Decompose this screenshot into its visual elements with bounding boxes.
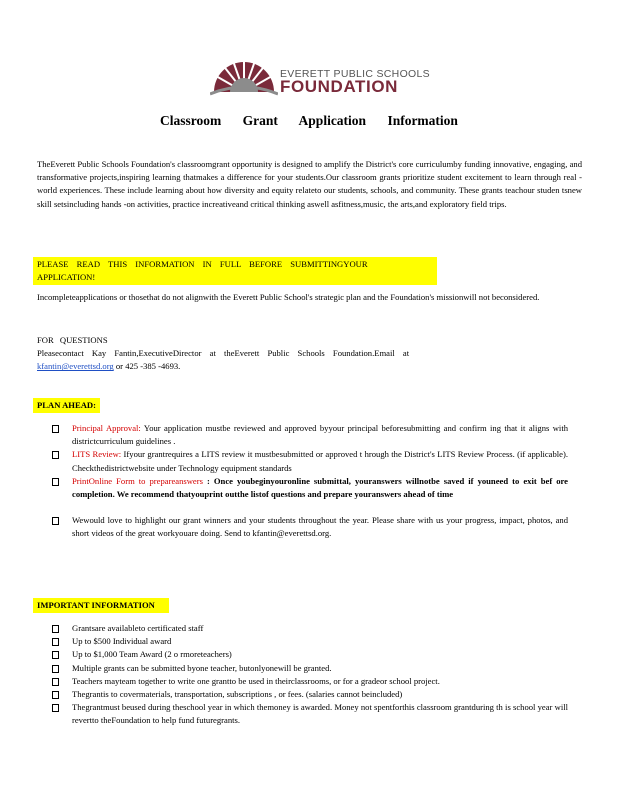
foundation-logo <box>210 36 430 100</box>
questions-heading: FOR QUESTIONS <box>37 335 108 345</box>
item-lead: LITS Review: <box>72 449 122 460</box>
item-text: Up to $1,000 Team Award (2 o rmoreteachers) <box>72 649 232 660</box>
item-text: Ifyour grantrequires a LITS review it mustbesubmitted or approved t hrough the District's LITS Review Process. (if applicable). Checkthedistrictwebsite under Technology equipment standards <box>72 449 568 473</box>
list-item <box>48 514 568 540</box>
item-text: : Once youbeginyouronline submittal, youranswers willnotbe saved if youneed to exit bef ore completion. We recommend thatyouprint outthe listof questions and prepare youranswers ahead of time <box>72 475 568 500</box>
item-text: Thegrantis to covermaterials, transportation, subscriptions , or fees. (salaries cannot beincluded) <box>72 689 403 700</box>
list-item <box>48 662 568 675</box>
sunburst-logo-icon <box>210 36 278 96</box>
important-label: IMPORTANT INFORMATION <box>33 598 169 613</box>
bullet-box-icon <box>52 704 59 712</box>
email-link[interactable]: kfantin@everettsd.org <box>37 361 114 372</box>
bullet-box-icon <box>52 478 59 486</box>
read-notice: PLEASE READ THIS INFORMATION IN FULL BEFORE SUBMITTINGYOUR APPLICATION! <box>33 257 437 285</box>
list-item <box>48 622 568 635</box>
list-item <box>48 635 568 648</box>
list-item <box>48 475 568 501</box>
plan-ahead-list <box>48 422 568 541</box>
intro-paragraph: TheEverett Public Schools Foundation's classroomgrant opportunity is designed to amplify the District's core curriculumby funding innovative, engaging, and transformative projects,inspiring learning thatmakes a difference for your students.Our classroom grants prioritize student excitement to learn through real -world experiences. These include learning about how diversity and equity relateto our students, schools, and community. These grants teachour studen tsnew skill setsincluding hands -on activities, practice increativeand critical thinking aswell asfitness,music, the arts,and exploratory field trips. <box>37 159 582 209</box>
questions-email-line <box>37 360 582 373</box>
list-item <box>48 422 568 448</box>
item-text: Multiple grants can be submitted byone teacher, butonlyonewill be granted. <box>72 662 332 673</box>
bullet-box-icon <box>52 425 59 433</box>
bullet-box-icon <box>52 651 59 659</box>
bullet-box-icon <box>52 691 59 699</box>
list-item <box>48 648 568 661</box>
item-text: Your application mustbe reviewed and approved byyour principal beforesubmitting and confirm ing that it aligns with districtcurriculum guidelines . <box>72 423 569 447</box>
page-title: Classroom Grant Application Information <box>160 113 458 128</box>
list-item <box>48 688 568 701</box>
bullet-box-icon <box>52 451 59 459</box>
item-text: Wewould love to highlight our grant winners and your students throughout the year. Please share with us your progress, impact, photos, and short videos of the great workyouare doing. Send to kfantin@everettsd.org. <box>72 515 568 539</box>
item-text: Up to $500 Individual award <box>72 636 172 647</box>
questions-section <box>37 334 582 374</box>
list-item <box>48 448 568 474</box>
list-item <box>48 675 568 688</box>
bullet-box-icon <box>52 517 59 525</box>
logo-line-1: EVERETT PUBLIC SCHOOLS <box>280 68 430 80</box>
important-list <box>48 622 568 728</box>
item-text: Teachers mayteam together to write one grantto be used in theirclassrooms, or for a gradeor school project. <box>72 675 440 686</box>
incomplete-paragraph: Incompleteapplications or thosethat do not alignwith the Everett Public School's strategic plan and the Foundation's missionwill not beconsidered. <box>37 292 540 302</box>
item-lead: PrintOnline Form to prepareanswers <box>72 475 203 486</box>
questions-phone: or 425 -385 -4693. <box>113 361 181 372</box>
item-text: Thegrantmust beused during theschool year in which themoney is awarded. Money not spentforthis classroom grantduring th is school year will revertto theFoundation to help fund futuregrants. <box>72 702 568 726</box>
item-lead: Principal Approval: <box>72 423 141 433</box>
bullet-box-icon <box>52 625 59 633</box>
bullet-box-icon <box>52 678 59 686</box>
item-text: Grantsare availableto certificated staff <box>72 623 204 633</box>
questions-contact: Pleasecontact Kay Fantin,ExecutiveDirector at theEverett Public Schools Foundation.Email at <box>37 348 410 359</box>
list-item <box>48 701 568 727</box>
plan-ahead-label: PLAN AHEAD: <box>33 398 100 413</box>
bullet-box-icon <box>52 665 59 673</box>
bullet-box-icon <box>52 638 59 646</box>
logo-line-2: FOUNDATION <box>280 77 399 96</box>
